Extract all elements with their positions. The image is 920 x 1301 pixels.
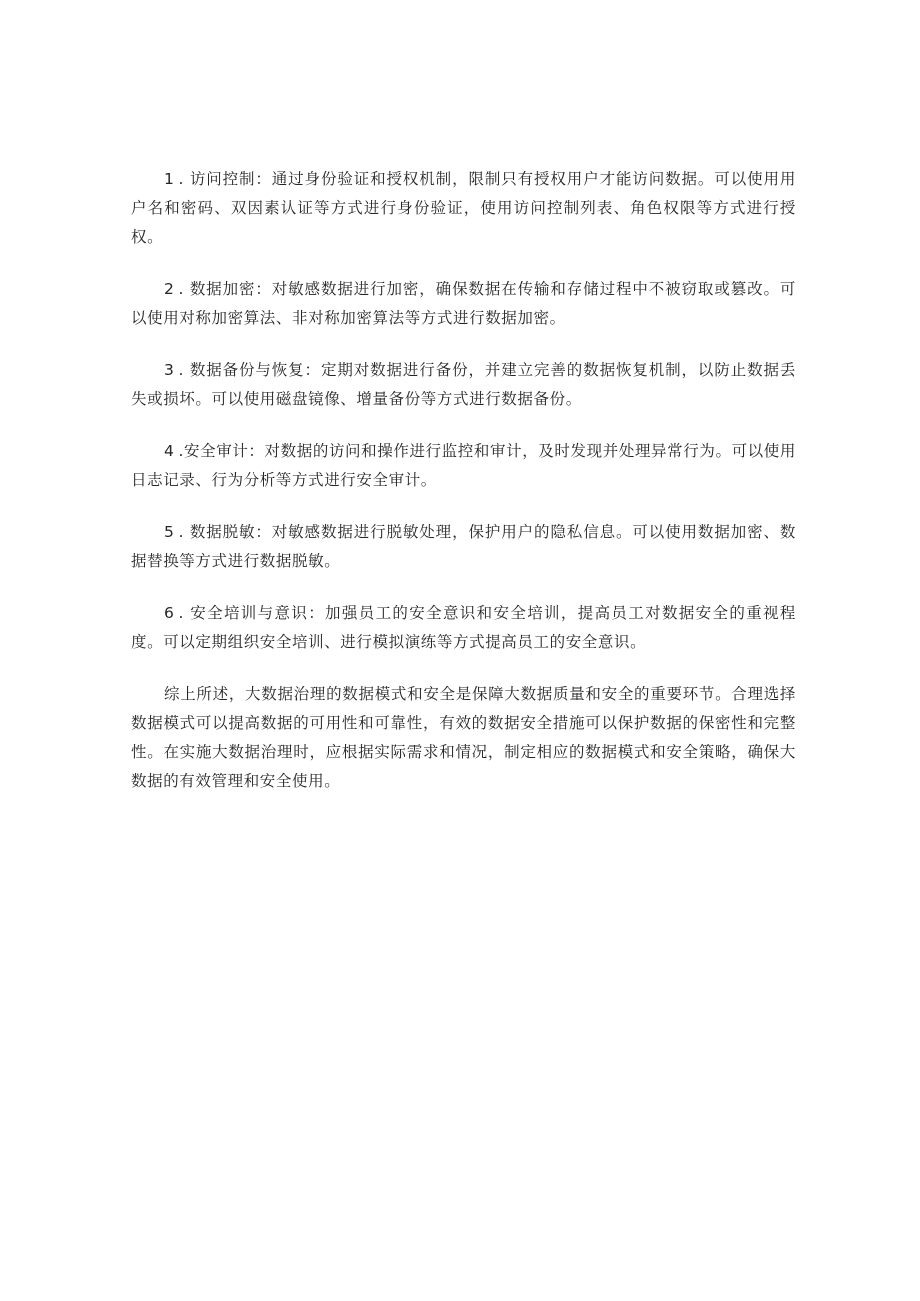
list-item-data-masking bbox=[131, 518, 796, 576]
list-item-backup-recovery bbox=[131, 356, 796, 414]
list-item-number: 4 bbox=[164, 442, 175, 460]
list-item-data-encryption bbox=[131, 275, 796, 333]
list-item-text: .安全审计：对数据的访问和操作进行监控和审计，及时发现并处理异常行为。可以使用日志记录、行为分析等方式进行安全审计。 bbox=[131, 442, 796, 489]
list-item-access-control bbox=[131, 165, 796, 252]
list-item-text: . 访问控制：通过身份验证和授权机制，限制只有授权用户才能访问数据。可以使用用户名和密码、双因素认证等方式进行身份验证，使用访问控制列表、角色权限等方式进行授权。 bbox=[131, 170, 796, 246]
list-item-number: 3 bbox=[164, 361, 175, 379]
list-item-text: . 数据脱敏：对敏感数据进行脱敏处理，保护用户的隐私信息。可以使用数据加密、数据替换等方式进行数据脱敏。 bbox=[131, 523, 796, 570]
list-item-security-audit bbox=[131, 437, 796, 495]
list-item-number: 5 bbox=[164, 523, 175, 541]
list-item-text: . 安全培训与意识：加强员工的安全意识和安全培训，提高员工对数据安全的重视程度。可以定期组织安全培训、进行模拟演练等方式提高员工的安全意识。 bbox=[131, 604, 796, 651]
conclusion-paragraph: 综上所述，大数据治理的数据模式和安全是保障大数据质量和安全的重要环节。合理选择数据模式可以提高数据的可用性和可靠性，有效的数据安全措施可以保护数据的保密性和完整性。在实施大数据治理时，应根据实际需求和情况，制定相应的数据模式和安全策略，确保大数据的有效管理和安全使用。 bbox=[131, 685, 796, 790]
list-item-text: . 数据备份与恢复：定期对数据进行备份，并建立完善的数据恢复机制，以防止数据丢失或损坏。可以使用磁盘镜像、增量备份等方式进行数据备份。 bbox=[131, 361, 796, 408]
list-item-number: 6 bbox=[164, 604, 175, 622]
list-item-security-training bbox=[131, 599, 796, 657]
list-item-number: 2 bbox=[164, 280, 175, 298]
document-body bbox=[131, 165, 796, 819]
list-item-number: 1 bbox=[164, 170, 175, 188]
list-item-text: . 数据加密：对敏感数据进行加密，确保数据在传输和存储过程中不被窃取或篡改。可以使用对称加密算法、非对称加密算法等方式进行数据加密。 bbox=[131, 280, 796, 327]
